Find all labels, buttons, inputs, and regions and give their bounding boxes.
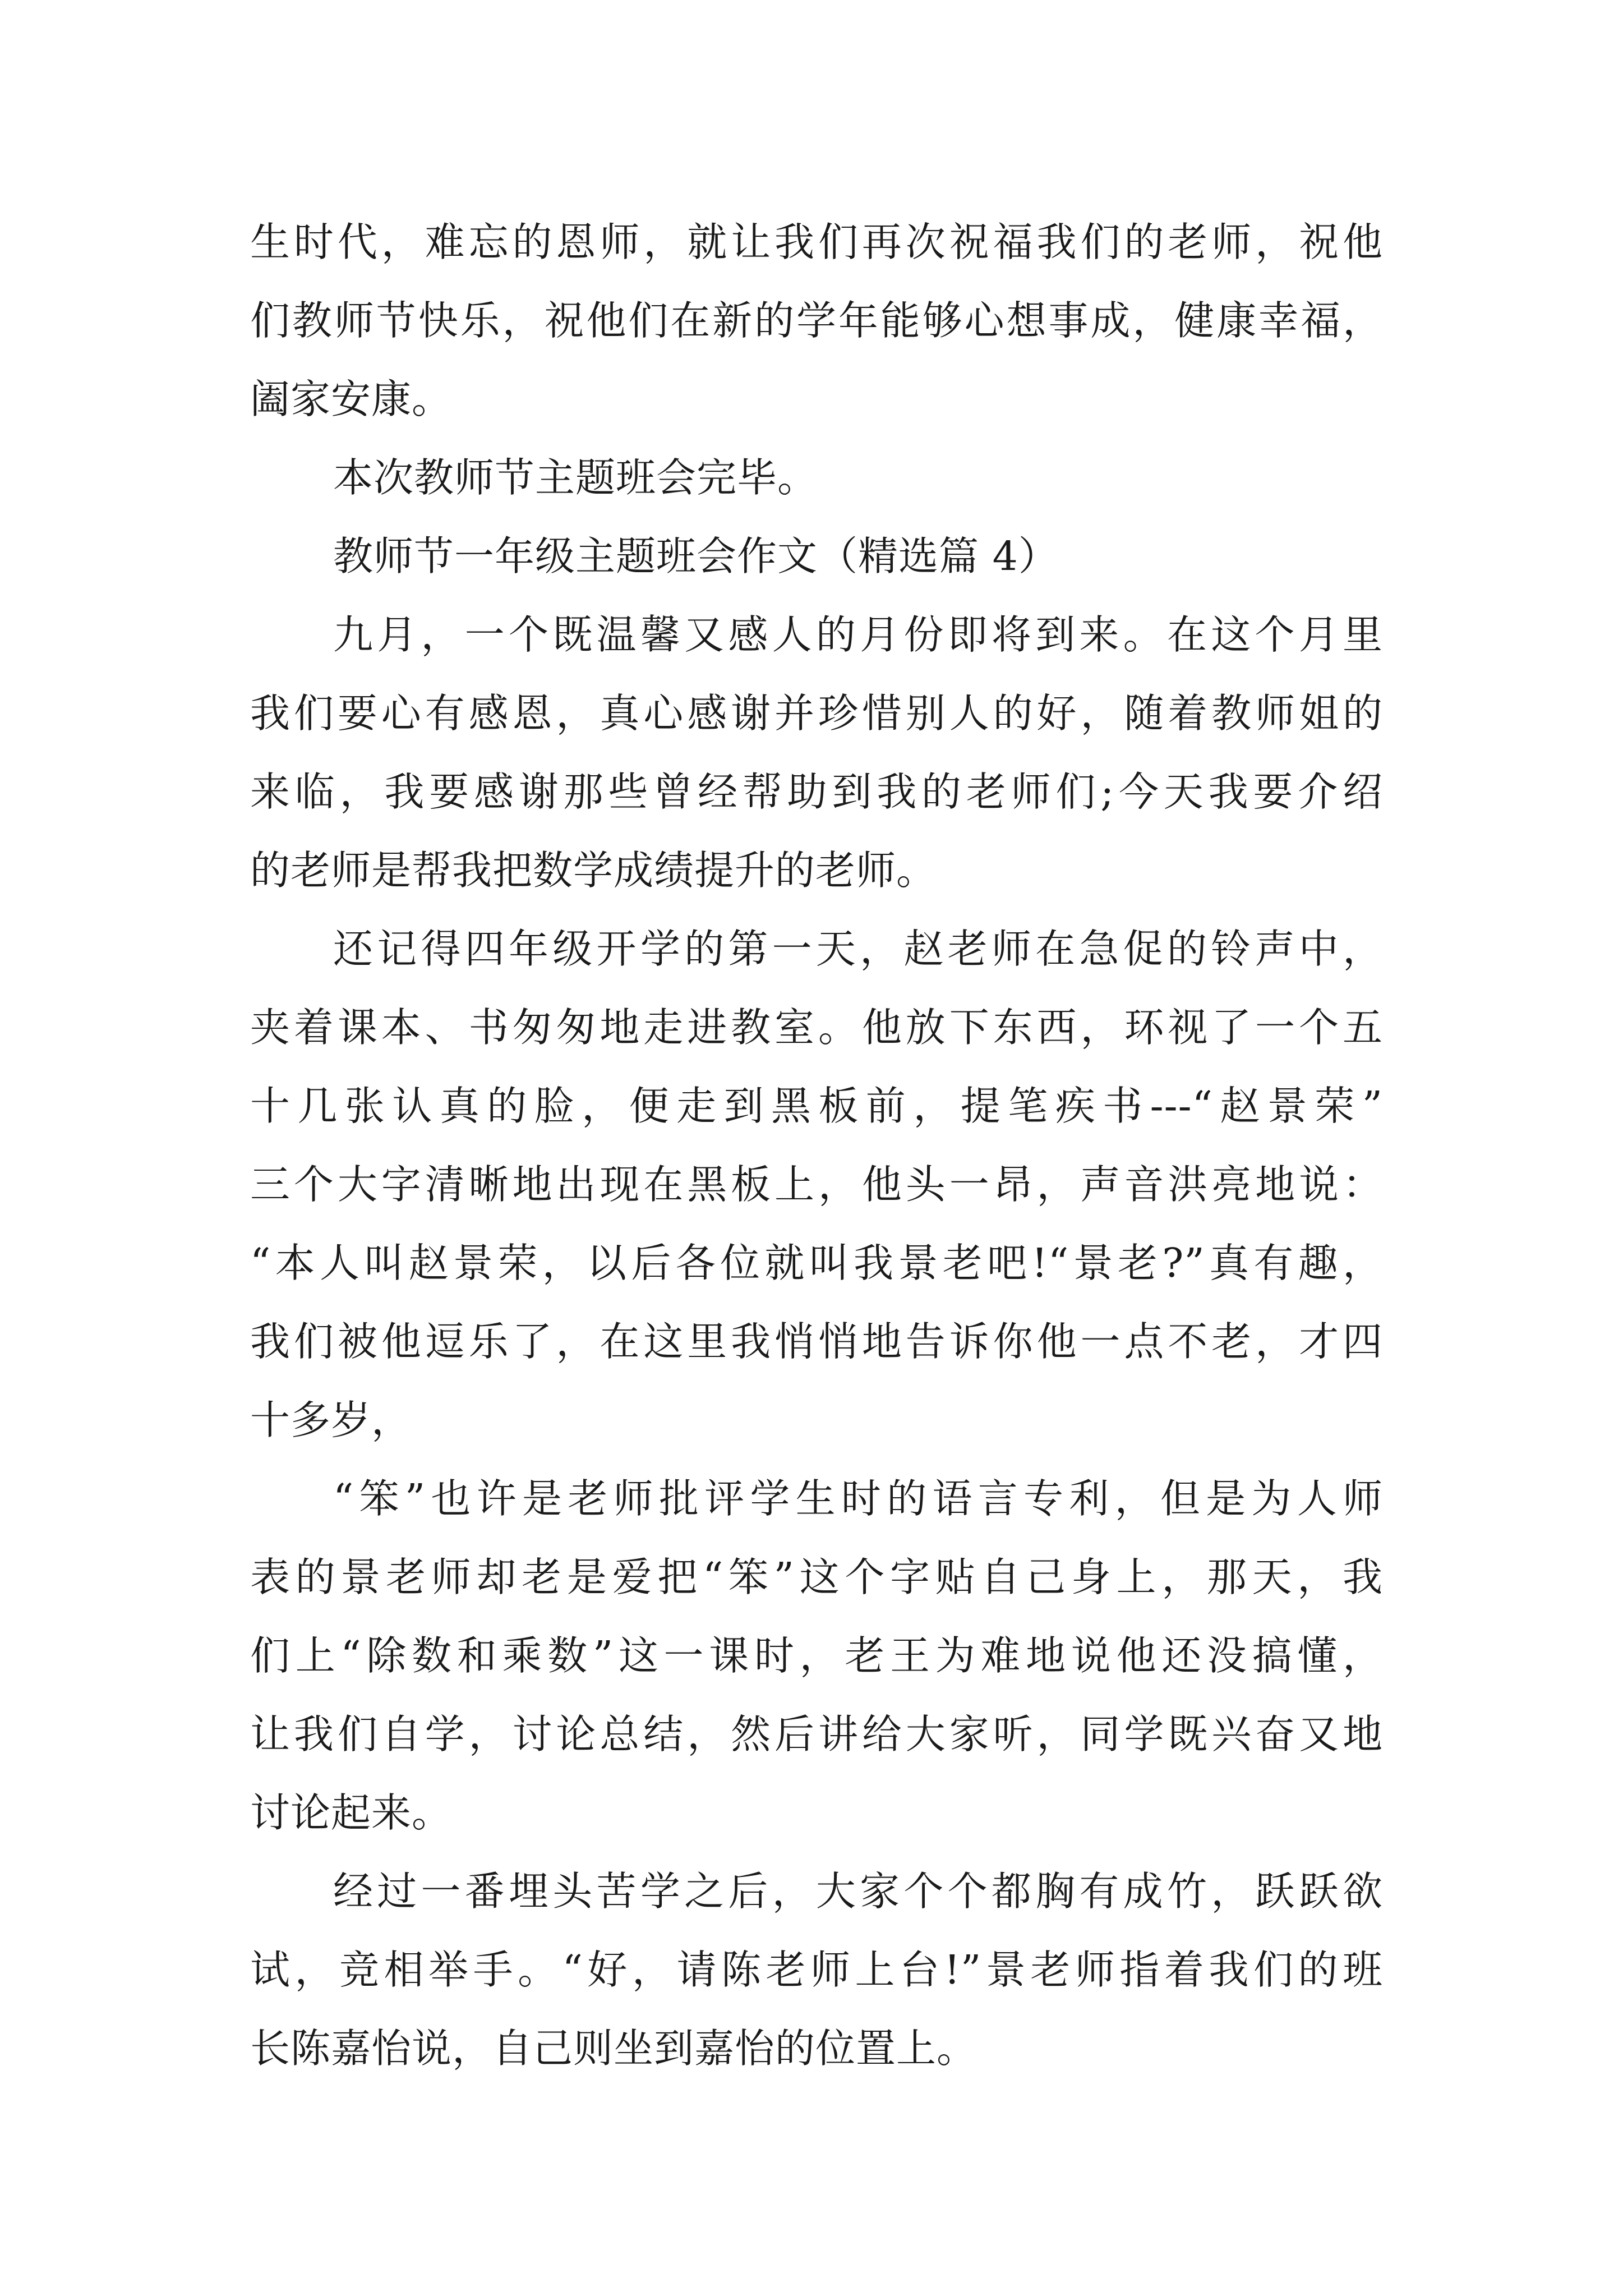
- text-line: 十多岁，: [250, 1397, 412, 1443]
- text-line: 表的景老师却老是爱把“笨”这个字贴自己身上，那天，我: [250, 1554, 1383, 1600]
- text-line: 让我们自学，讨论总结，然后讲给大家听，同学既兴奋又地: [250, 1711, 1383, 1757]
- text-line: 们上“除数和乘数”这一课时，老王为难地说他还没搞懂，: [250, 1632, 1383, 1679]
- text-line: 长陈嘉怡说，自己则坐到嘉怡的位置上。: [250, 2025, 978, 2072]
- text-line: 十几张认真的脸，便走到黑板前，提笔疾书---“赵景荣”: [250, 1083, 1383, 1129]
- text-line: 试，竞相举手。“好，请陈老师上台!”景老师指着我们的班: [250, 1947, 1383, 1993]
- text-line: 们教师节快乐，祝他们在新的学年能够心想事成，健康幸福，: [250, 297, 1383, 344]
- section-heading: 教师节一年级主题班会作文（精选篇 4）: [333, 533, 1059, 579]
- text-line: 本次教师节主题班会完毕。: [333, 454, 818, 501]
- text-line: 我们被他逗乐了，在这里我悄悄地告诉你他一点不老，才四: [250, 1318, 1383, 1365]
- text-line: 还记得四年级开学的第一天，赵老师在急促的铃声中，: [333, 926, 1383, 972]
- body-text: [250, 203, 1383, 2088]
- text-line: 的老师是帮我把数学成绩提升的老师。: [250, 847, 937, 894]
- text-line: 九月，一个既温馨又感人的月份即将到来。在这个月里: [333, 611, 1383, 658]
- text-line: 生时代，难忘的恩师，就让我们再次祝福我们的老师，祝他: [250, 219, 1383, 265]
- text-line: 三个大字清晰地出现在黑板上，他头一昂，声音洪亮地说：: [250, 1161, 1383, 1208]
- text-line: 讨论起来。: [250, 1789, 453, 1836]
- text-line: 我们要心有感恩，真心感谢并珍惜别人的好，随着教师姐的: [250, 690, 1383, 737]
- text-line: 阖家安康。: [250, 376, 453, 422]
- text-line: 来临，我要感谢那些曾经帮助到我的老师们;今天我要介绍: [250, 769, 1383, 815]
- text-line: “笨”也许是老师批评学生时的语言专利，但是为人师: [333, 1475, 1383, 1522]
- text-line: 经过一番埋头苦学之后，大家个个都胸有成竹，跃跃欲: [333, 1868, 1383, 1915]
- text-line: “本人叫赵景荣，以后各位就叫我景老吧!“景老?”真有趣，: [250, 1240, 1383, 1286]
- text-line: 夹着课本、书匆匆地走进教室。他放下东西，环视了一个五: [250, 1004, 1383, 1051]
